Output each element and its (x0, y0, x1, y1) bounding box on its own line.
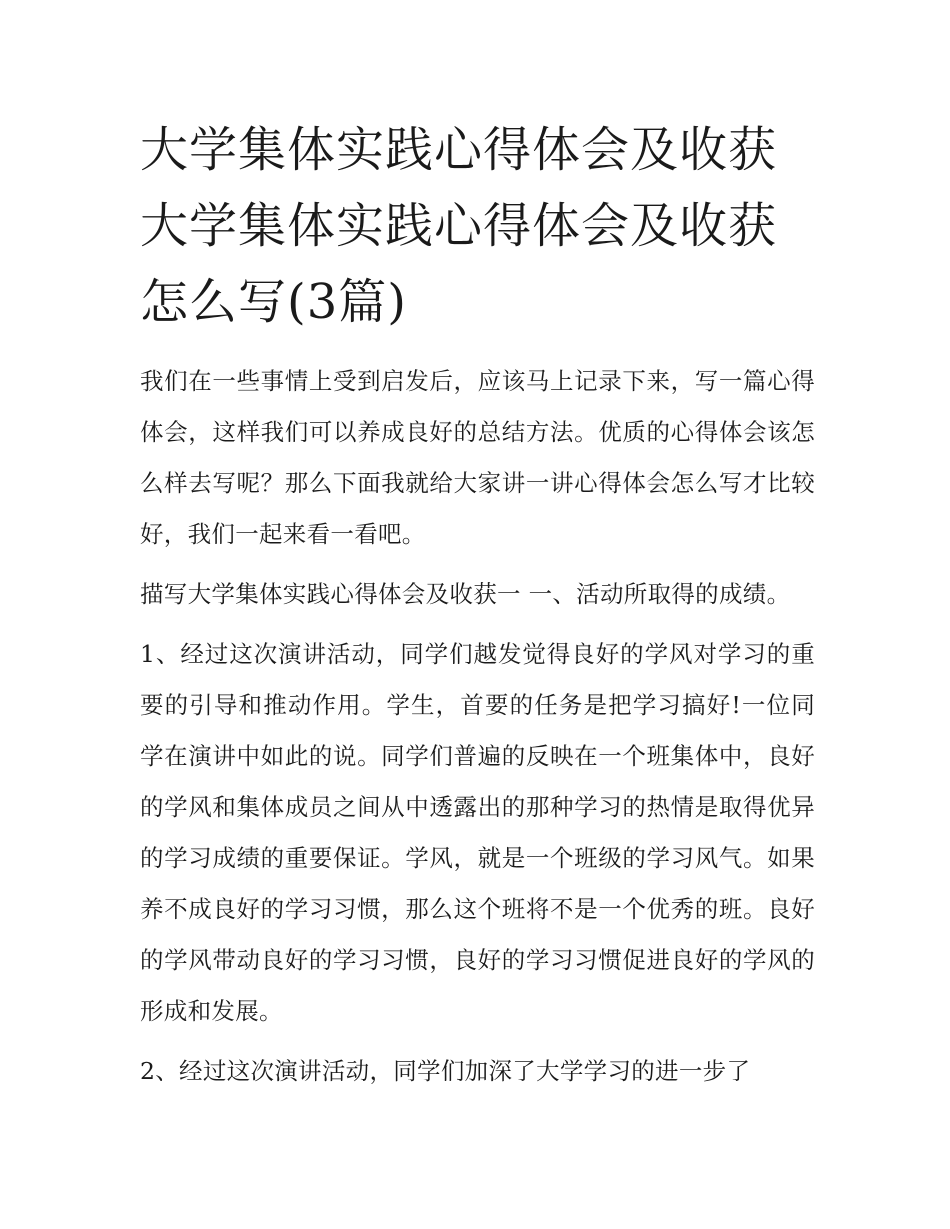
document-page (140, 112, 815, 1106)
title-line-3: 怎么写(3篇) (140, 274, 407, 330)
intro-paragraph: 我们在一些事情上受到启发后，应该马上记录下来，写一篇心得体会，这样我们可以养成良好的总结方法。优质的心得体会该怎么样去写呢？那么下面我就给大家讲一讲心得体会怎么写才比较好，我们一起来看一看吧。 (140, 367, 815, 548)
title-line-1: 大学集体实践心得体会及收获 (140, 122, 778, 178)
title-line-2: 大学集体实践心得体会及收获 (140, 198, 778, 254)
point-2-paragraph: 2、经过这次演讲活动，同学们加深了大学学习的进一步了 (140, 1057, 751, 1085)
document-body (140, 356, 815, 1097)
document-title (140, 112, 815, 340)
section-heading-paragraph: 描写大学集体实践心得体会及收获一 一、活动所取得的成绩。 (140, 580, 791, 608)
point-1-paragraph: 1、经过这次演讲活动，同学们越发觉得良好的学风对学习的重要的引导和推动作用。学生，首要的任务是把学习搞好!一位同学在演讲中如此的说。同学们普遍的反映在一个班集体中，良好的学风和集体成员之间从中透露出的那种学习的热情是取得优异的学习成绩的重要保证。学风，就是一个班级的学习风气。如果养不成良好的学习习惯，那么这个班将不是一个优秀的班。良好的学风带动良好的学习习惯，良好的学习习惯促进良好的学风的形成和发展。 (140, 640, 815, 1025)
